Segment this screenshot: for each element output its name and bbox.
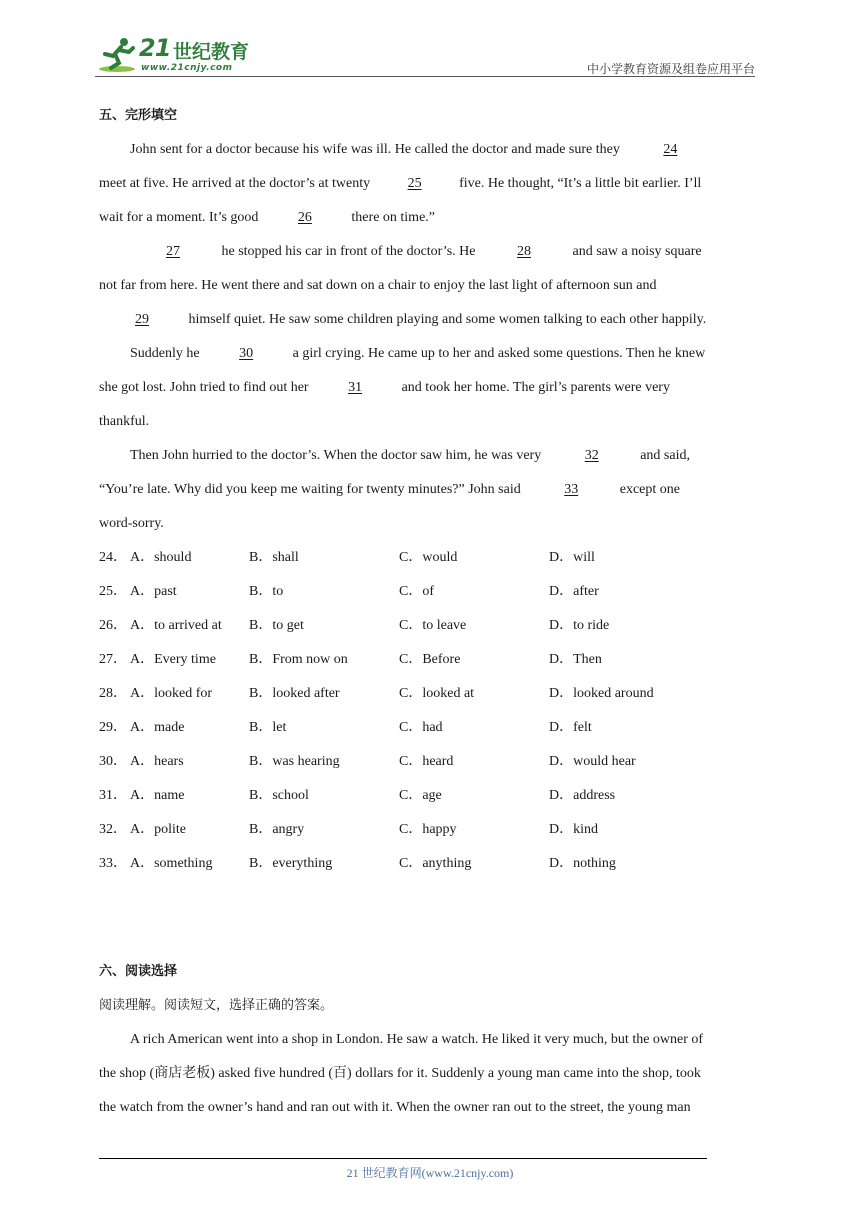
blank-31: 31 (348, 380, 363, 395)
runner-icon (97, 36, 137, 74)
blank-30: 30 (239, 346, 254, 361)
option-d: D．after (549, 584, 599, 599)
question-number: 24． (99, 550, 127, 565)
option-c: C．anything (399, 856, 472, 871)
option-a: A．to arrived at (130, 618, 222, 633)
reading-line: A rich American went into a shop in London. He saw a watch. He liked it very much, but the owner of (130, 1032, 704, 1047)
logo-title: 世纪教育 (173, 41, 250, 63)
cloze-line (130, 140, 717, 160)
footer-text: 21 世纪教育网(www.21cnjy.com) (346, 1166, 514, 1180)
cloze-line: thankful. (99, 414, 150, 429)
option-d: D．kind (549, 822, 598, 837)
blank-32: 32 (584, 448, 599, 463)
option-b: B．to get (249, 618, 304, 633)
cloze-line (99, 480, 680, 500)
option-a: A．polite (130, 822, 186, 837)
option-c: C．would (399, 550, 458, 565)
option-b: B．to (249, 584, 284, 599)
text-span: and took her home. The girl’s parents were very (398, 380, 670, 395)
text-span: and saw a noisy square (569, 244, 702, 259)
option-b: B．let (249, 720, 287, 735)
text-span: wait for a moment. It’s good (99, 210, 262, 225)
blank-28: 28 (517, 244, 532, 259)
option-c: C．heard (399, 754, 454, 769)
logo-number: 21 (139, 34, 171, 62)
option-d: D．looked around (549, 686, 654, 701)
option-a: A．hears (130, 754, 184, 769)
text-span: meet at five. He arrived at the doctor’s at twenty (99, 176, 374, 191)
option-a: A．past (130, 584, 177, 599)
option-d: D．nothing (549, 856, 616, 871)
text-span: five. He thought, “It’s a little bit earlier. I’ll (455, 176, 702, 191)
reading-line: the watch from the owner’s hand and ran out with it. When the owner ran out to the street, the young man (99, 1100, 691, 1115)
text-span: himself quiet. He saw some children playing and some women talking to each other happily. (185, 312, 707, 327)
text-span: he stopped his car in front of the doctor’s. He (218, 244, 480, 259)
question-number: 27． (99, 652, 127, 667)
option-d: D．to ride (549, 618, 610, 633)
blank-26: 26 (297, 210, 312, 225)
section-title-cloze: 五、完形填空 (99, 108, 178, 123)
option-b: B．everything (249, 856, 333, 871)
question-number: 31． (99, 788, 127, 803)
cloze-line (99, 208, 435, 228)
option-a: A．Every time (130, 652, 216, 667)
page-header (95, 32, 755, 78)
question-number: 30． (99, 754, 127, 769)
option-b: B．school (249, 788, 309, 803)
blank-29: 29 (135, 312, 149, 327)
question-number: 29． (99, 720, 127, 735)
site-logo (95, 34, 265, 76)
cloze-line (130, 344, 705, 364)
question-number: 32． (99, 822, 127, 837)
text-span: John sent for a doctor because his wife was ill. He called the doctor and made sure they (130, 142, 624, 157)
blank-33: 33 (564, 482, 579, 497)
text-span: a girl crying. He came up to her and asked some questions. Then he knew (289, 346, 706, 361)
cloze-line: word-sorry. (99, 516, 164, 531)
cloze-line (130, 242, 702, 262)
text-span: and said, (636, 448, 690, 463)
cloze-line (130, 446, 690, 466)
option-d: D．address (549, 788, 616, 803)
option-a: A．should (130, 550, 192, 565)
option-a: A．something (130, 856, 213, 871)
logo-url: www.21cnjy.com (141, 63, 233, 73)
question-number: 33． (99, 856, 127, 871)
text-span: except one (616, 482, 680, 497)
cloze-line (99, 310, 706, 330)
option-a: A．made (130, 720, 185, 735)
reading-instruction: 阅读理解。阅读短文，选择正确的答案。 (99, 998, 334, 1013)
question-number: 26． (99, 618, 127, 633)
option-d: D．would hear (549, 754, 636, 769)
option-c: C．to leave (399, 618, 467, 633)
option-b: B．shall (249, 550, 299, 565)
section-title-reading: 六、阅读选择 (99, 964, 178, 979)
blank-25: 25 (407, 176, 422, 191)
option-b: B．looked after (249, 686, 340, 701)
cloze-line (99, 378, 670, 398)
option-c: C．had (399, 720, 443, 735)
question-number: 28． (99, 686, 127, 701)
option-a: A．looked for (130, 686, 213, 701)
text-span: “You’re late. Why did you keep me waiting for twenty minutes?” John said (99, 482, 525, 497)
option-c: C．of (399, 584, 434, 599)
cloze-line: not far from here. He went there and sat down on a chair to enjoy the last light of afternoon sun and (99, 278, 657, 293)
reading-line: the shop (商店老板) asked five hundred (百) dollars for it. Suddenly a young man came into the shop, took (99, 1066, 701, 1081)
option-c: C．Before (399, 652, 461, 667)
option-b: B．angry (249, 822, 305, 837)
question-number: 25． (99, 584, 127, 599)
text-span: she got lost. John tried to find out her (99, 380, 313, 395)
option-d: D．felt (549, 720, 592, 735)
blank-24: 24 (663, 142, 678, 157)
option-c: C．age (399, 788, 442, 803)
option-b: B．From now on (249, 652, 348, 667)
header-platform-text: 中小学教育资源及组卷应用平台 (586, 62, 755, 76)
header-divider (95, 76, 755, 77)
text-span: Suddenly he (130, 346, 204, 361)
footer-divider (99, 1158, 707, 1159)
option-c: C．happy (399, 822, 457, 837)
blank-27: 27 (166, 244, 180, 259)
text-span: Then John hurried to the doctor’s. When the doctor saw him, he was very (130, 448, 545, 463)
text-span: there on time.” (347, 210, 435, 225)
option-d: D．will (549, 550, 595, 565)
option-a: A．name (130, 788, 185, 803)
cloze-line (99, 174, 701, 194)
option-c: C．looked at (399, 686, 475, 701)
option-d: D．Then (549, 652, 602, 667)
option-b: B．was hearing (249, 754, 340, 769)
